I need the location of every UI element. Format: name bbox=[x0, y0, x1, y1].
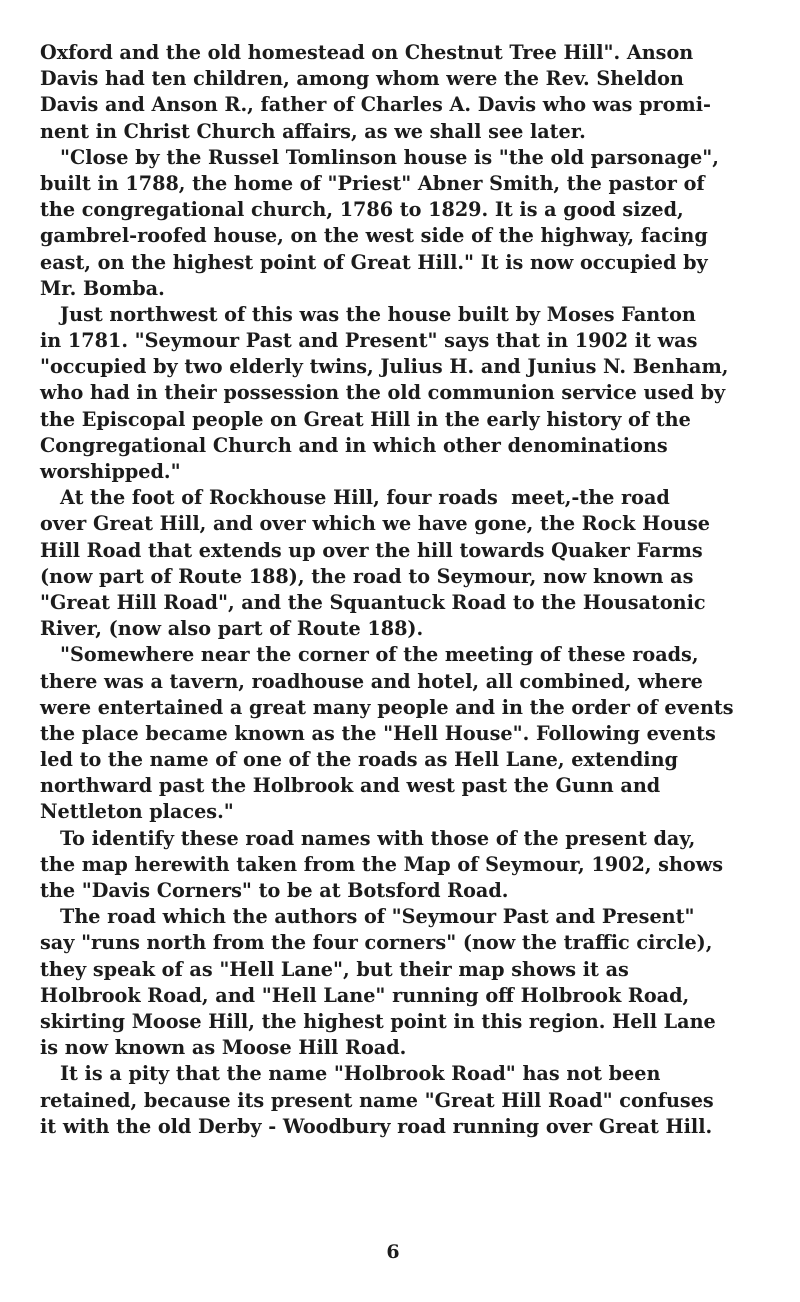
text-line: is now known as Moose Hill Road. bbox=[40, 1036, 407, 1060]
text-line: worshipped." bbox=[40, 460, 181, 483]
text-line: Holbrook Road, and "Hell Lane" running off Holbrook Road, bbox=[40, 983, 690, 1007]
text-line: gambrel-roofed house, on the west side of the highway, facing bbox=[40, 224, 708, 248]
body-text bbox=[40, 40, 770, 1140]
text-line: "Somewhere near the corner of the meeting of these roads, bbox=[40, 643, 699, 667]
text-line: Nettleton places." bbox=[40, 800, 234, 824]
text-line: Just northwest of this was the house built by Moses Fanton bbox=[40, 302, 696, 326]
text-line: who had in their possession the old communion service used by bbox=[40, 381, 726, 405]
text-line: nent in Christ Church affairs, as we shall see later. bbox=[40, 119, 586, 143]
text-line: east, on the highest point of Great Hill." It is now occupied by bbox=[40, 250, 708, 274]
text-line: "Close by the Russel Tomlinson house is "the old parsonage", bbox=[40, 145, 719, 169]
text-line: northward past the Holbrook and west past the Gunn and bbox=[40, 774, 661, 798]
text-line: over Great Hill, and over which we have gone, the Rock House bbox=[40, 512, 711, 536]
text-line: the map herewith taken from the Map of Seymour, 1902, shows bbox=[40, 852, 724, 876]
text-line: the "Davis Corners" to be at Botsford Road. bbox=[40, 879, 509, 902]
text-line: At the foot of Rockhouse Hill, four roads meet,-the road bbox=[40, 486, 670, 510]
text-line: To identify these road names with those of the present day, bbox=[40, 826, 696, 850]
text-line: "occupied by two elderly twins, Julius H. and Junius N. Benham, bbox=[40, 355, 729, 379]
text-line: Davis and Anson R., father of Charles A. Davis who was promi- bbox=[40, 93, 711, 117]
text-line: it with the old Derby - Woodbury road running over Great Hill. bbox=[40, 1114, 713, 1138]
text-line: led to the name of one of the roads as Hell Lane, extending bbox=[40, 748, 678, 772]
text-line: the place became known as the "Hell House". Following events bbox=[40, 721, 716, 745]
text-line: Mr. Bomba. bbox=[40, 276, 165, 300]
text-line: they speak of as "Hell Lane", but their map shows it as bbox=[40, 957, 629, 981]
text-line: Oxford and the old homestead on Chestnut Tree Hill". Anson bbox=[40, 41, 694, 64]
page-number: 6 bbox=[386, 1241, 400, 1263]
text-line: the congregational church, 1786 to 1829. It is a good sized, bbox=[40, 198, 684, 222]
text-line: (now part of Route 188), the road to Seymour, now known as bbox=[40, 564, 694, 588]
text-line: Hill Road that extends up over the hill towards Quaker Farms bbox=[40, 538, 703, 562]
text-line: It is a pity that the name "Holbrook Road" has not been bbox=[40, 1062, 661, 1086]
text-line: River, (now also part of Route 188). bbox=[40, 617, 424, 641]
text-line: in 1781. "Seymour Past and Present" says that in 1902 it was bbox=[40, 329, 698, 353]
text-line: "Great Hill Road", and the Squantuck Road to the Housatonic bbox=[40, 590, 706, 614]
text-line: there was a tavern, roadhouse and hotel, all combined, where bbox=[40, 669, 703, 693]
text-line: Davis had ten children, among whom were the Rev. Sheldon bbox=[40, 67, 684, 91]
text-line: skirting Moose Hill, the highest point in this region. Hell Lane bbox=[40, 1009, 716, 1033]
text-line: Congregational Church and in which other denominations bbox=[40, 433, 668, 457]
text-line: the Episcopal people on Great Hill in the early history of the bbox=[40, 407, 691, 431]
text-line: were entertained a great many people and in the order of events bbox=[40, 695, 734, 719]
text-line: say "runs north from the four corners" (now the traffic circle), bbox=[40, 931, 713, 955]
text-line: The road which the authors of "Seymour Past and Present" bbox=[40, 905, 695, 929]
text-line: retained, because its present name "Great Hill Road" confuses bbox=[40, 1088, 714, 1112]
text-line: built in 1788, the home of "Priest" Abner Smith, the pastor of bbox=[40, 171, 705, 195]
